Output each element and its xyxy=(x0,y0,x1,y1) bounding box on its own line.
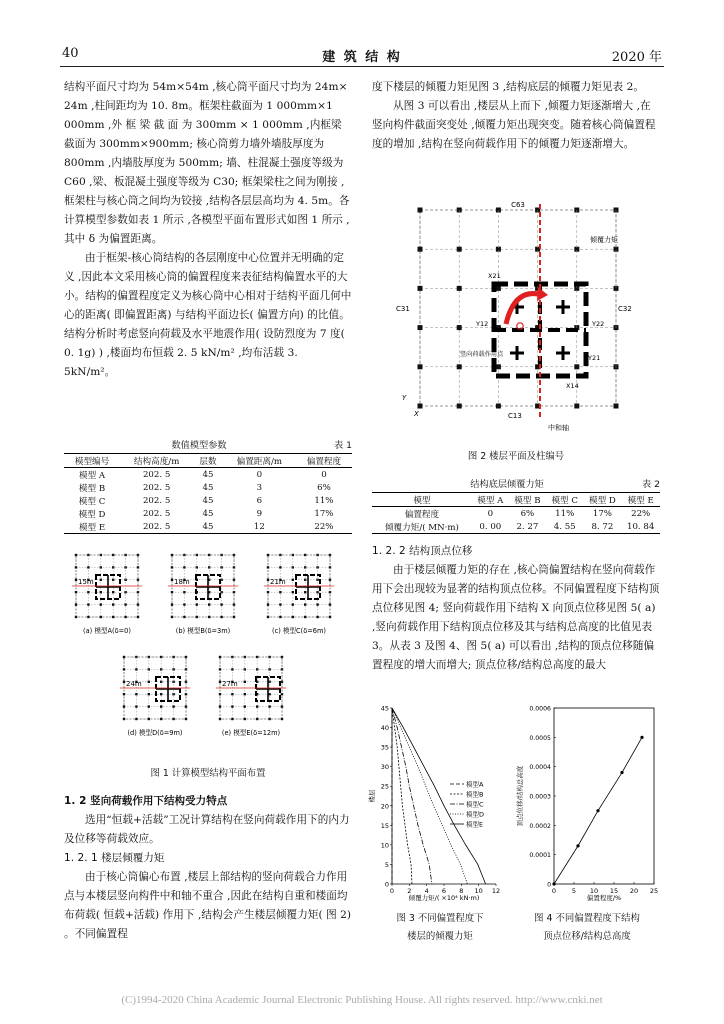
y-tick-label: 0.0005 xyxy=(529,734,551,742)
column-dot xyxy=(256,705,258,707)
table-row xyxy=(372,520,660,534)
y-tick-label: 40 xyxy=(380,724,389,733)
x-tick-label: 8 xyxy=(459,887,464,895)
column-dot xyxy=(75,616,77,618)
table-header: 模型 A xyxy=(477,495,504,506)
table-cell: 202. 5 xyxy=(142,508,171,519)
column-dot xyxy=(208,616,210,618)
table-header: 模型 xyxy=(413,495,431,506)
left-column-bottom xyxy=(64,792,352,944)
x-axis-title: 倾覆力矩/( ×10⁴ kN·m) xyxy=(408,894,480,902)
paragraph: 由于楼层倾覆力矩的存在 ,核心筒偏置结构在竖向荷载作用下会出现较为显著的结构顶点位移。不同偏置程度下结构顶点位移见图 4; 竖向荷载作用下结构 X 向顶点位移见图 5( a) ,竖向荷载作用下结构顶点位移及其与结构总高度的比值见表 3。从表 3 及图 4、图 5( a) 可以看出 ,结构的顶点位移随偏置程度的增大而增大; 顶点位移/结构总高度的最大 xyxy=(372,564,660,671)
column-dot xyxy=(100,591,102,593)
column-dot xyxy=(160,705,162,707)
table-row xyxy=(64,520,352,534)
y-tick-label: 30 xyxy=(380,763,389,772)
series-line xyxy=(392,708,412,884)
paragraph: 度下楼层的倾覆力矩见图 3 ,结构底层的倾覆力矩见表 2。 xyxy=(372,81,645,93)
column-dot xyxy=(279,616,281,618)
column-dot xyxy=(172,705,174,707)
table-cell: 0 xyxy=(256,469,263,480)
legend-label: 模型E xyxy=(466,820,484,829)
figure-1-plans xyxy=(64,547,352,757)
y-tick-label: 45 xyxy=(380,704,389,713)
annotation: 倾覆力矩 xyxy=(590,236,618,244)
column-dot xyxy=(123,693,125,695)
data-point xyxy=(576,844,579,847)
column-dot xyxy=(123,681,125,683)
column-label: C13 xyxy=(508,412,522,420)
column xyxy=(418,286,423,291)
journal-title: 建 筑 结 构 xyxy=(322,50,402,65)
table-cell: 9 xyxy=(256,508,263,519)
column-dot xyxy=(292,579,294,581)
table-1 xyxy=(64,437,352,534)
table-cell: 6 xyxy=(256,495,263,506)
journal-year: 2020 年 xyxy=(611,50,662,65)
column-dot xyxy=(304,616,306,618)
dimension-label: 27m xyxy=(222,680,238,688)
table-header: 模型 B xyxy=(514,495,541,506)
column xyxy=(418,208,423,213)
right-column-middle xyxy=(372,542,660,675)
column-dot xyxy=(219,718,221,720)
y-tick-label: 15 xyxy=(380,821,389,830)
column xyxy=(418,364,423,369)
y-axis-title: 楼层 xyxy=(368,789,376,803)
table-cell: 模型 A xyxy=(78,470,106,481)
column-dot xyxy=(219,668,221,670)
column-dot xyxy=(135,693,137,695)
annotation: 中和轴 xyxy=(548,424,569,432)
column-dot xyxy=(267,566,269,568)
paragraph: 结构平面尺寸均为 54m×54m ,核心筒平面尺寸均为 24m× 24m ,柱间距均为 10. 8m。框架柱截面为 1 000mm×1 000mm ,外 框 梁 截 面 为 300mm × 1 000mm ,内框梁截面为 300mm×900mm; 核心筒剪力墙外墙肢厚度为 800mm ,内墙肢厚度为 500mm; 墙、柱混凝土强度等级为 C60 ,梁、板混凝土强度等级为 C30; 框架梁柱之间为刚接 ,框架柱与核心筒之间均为铰接 ,结构各层层高均为 4. 5m。各计算模型参数如表 1 所示 ,各模型平面布置形式如图 1 所示 ,其中 δ 为偏置距离。 xyxy=(64,81,350,245)
caption-line: 图 3 不同偏置程度下 xyxy=(396,913,484,924)
table-2 xyxy=(372,476,660,534)
column-dot xyxy=(135,668,137,670)
column-dot xyxy=(123,656,125,658)
column-dot xyxy=(148,718,150,720)
table-header: 模型 D xyxy=(589,495,616,506)
data-point xyxy=(640,736,643,739)
column-label: C63 xyxy=(511,201,525,209)
legend-label: 模型D xyxy=(466,810,485,819)
dimension-label: 24m xyxy=(126,680,142,688)
table-cell: 202. 5 xyxy=(142,469,171,480)
column-dot xyxy=(220,616,222,618)
column-dot xyxy=(160,718,162,720)
column-dot xyxy=(208,603,210,605)
section-heading: 1. 2. 2 结构顶点位移 xyxy=(372,545,473,557)
column-dot xyxy=(75,566,77,568)
table-header: 模型编号 xyxy=(74,456,110,467)
column-dot xyxy=(244,681,246,683)
table-cell: 0 xyxy=(321,469,327,480)
axis-label: X xyxy=(414,410,419,418)
column-dot xyxy=(183,603,185,605)
y-tick-label: 5 xyxy=(384,860,389,869)
column-dot xyxy=(124,603,126,605)
plan-panel xyxy=(264,554,334,635)
series-line xyxy=(392,708,432,884)
figure-caption xyxy=(512,910,662,946)
panel-caption: (c) 模型C(δ=6m) xyxy=(272,627,326,635)
x-tick-label: 10 xyxy=(589,887,599,895)
table-1-grid xyxy=(64,453,352,534)
table-header: 偏置距离/m xyxy=(236,456,283,467)
paragraph: 由于框架-核心筒结构的各层刚度中心位置并无明确的定义 ,因此本文采用核心筒的偏置程度来表征结构偏置水平的大小。结构的偏置程度定义为核心筒中心相对于结构平面几何中心的距离( 即偏置距离) 与结构平面边长( 偏置方向) 的比值。结构分析时考虑竖向荷载及水平地震作用( 设防烈度为 7 度( 0. 1g) ) ,楼面均布恒载 2. 5 kN/m² ,均布活载 3. 5kN/m²。 xyxy=(64,252,352,378)
column-dot xyxy=(279,603,281,605)
column-dot xyxy=(183,591,185,593)
table-header: 模型 E xyxy=(627,495,654,506)
x-tick-label: 2 xyxy=(407,887,412,895)
column-label: C31 xyxy=(396,305,410,313)
table-header: 偏置程度 xyxy=(306,456,342,467)
table-cell: 2. 27 xyxy=(516,521,539,532)
page-number: 40 xyxy=(62,46,79,61)
column-dot xyxy=(279,566,281,568)
column xyxy=(496,286,501,291)
table-cell: 22% xyxy=(314,521,334,532)
y-tick-label: 0.0003 xyxy=(529,793,551,801)
table-cell: 17% xyxy=(592,508,612,519)
header-rule xyxy=(60,66,664,67)
paragraph: 从图 3 可以看出 ,楼层从上而下 ,倾覆力矩逐渐增大 ,在竖向构件截面突变处 ,倾覆力矩出现突变。随着核心筒偏置程度的增加 ,结构在竖向荷载作用下的倾覆力矩逐渐增大。 xyxy=(372,100,656,150)
data-point xyxy=(620,771,623,774)
column-dot xyxy=(267,591,269,593)
column-dot xyxy=(171,616,173,618)
column xyxy=(457,325,462,330)
column-dot xyxy=(171,554,173,556)
table-cell: 202. 5 xyxy=(142,521,171,532)
column xyxy=(418,247,423,252)
column-dot xyxy=(172,718,174,720)
column-dot xyxy=(87,616,89,618)
column-dot xyxy=(316,616,318,618)
column-dot xyxy=(219,693,221,695)
dimension-label: 18m xyxy=(174,578,190,586)
column-dot xyxy=(148,681,150,683)
column-dot xyxy=(87,566,89,568)
column-dot xyxy=(267,554,269,556)
table-title: 数值模型参数 xyxy=(171,440,227,451)
column-dot xyxy=(75,603,77,605)
table-cell: 8. 72 xyxy=(591,521,614,532)
series-line xyxy=(392,708,467,884)
y-tick-label: 35 xyxy=(380,743,389,752)
x-tick-label: 25 xyxy=(649,887,659,895)
column-dot xyxy=(135,705,137,707)
y-tick-label: 0.0004 xyxy=(529,764,551,772)
x-tick-label: 6 xyxy=(441,887,447,895)
column-dot xyxy=(112,603,114,605)
y-tick-label: 0 xyxy=(384,880,389,889)
column-dot xyxy=(185,718,187,720)
column-dot xyxy=(279,591,281,593)
y-axis-title: 顶点位移/结构总高度 xyxy=(516,765,524,827)
table-cell: 45 xyxy=(202,482,214,493)
figure-caption: 图 2 楼层平面及柱编号 xyxy=(467,451,565,462)
x-tick-label: 10 xyxy=(474,887,483,895)
table-cell: 45 xyxy=(202,508,214,519)
column-dot xyxy=(100,603,102,605)
column-dot xyxy=(244,693,246,695)
caption-line: 图 4 不同偏置程度下结构 xyxy=(534,913,640,924)
paragraph: 选用“恒载+活载”工况计算结构在竖向荷载作用下的内力及位移等荷载效应。 xyxy=(64,814,350,845)
caption-line: 顶点位移/结构总高度 xyxy=(543,931,631,942)
x-tick-label: 0 xyxy=(551,887,557,895)
y-tick-label: 20 xyxy=(380,802,389,811)
column-dot xyxy=(123,668,125,670)
figure-4 xyxy=(512,700,662,945)
column-dot xyxy=(171,603,173,605)
panel-caption: (d) 模型D(δ=9m) xyxy=(127,729,183,737)
column-label: Y12 xyxy=(476,320,489,328)
column-dot xyxy=(124,616,126,618)
figure-2-plan xyxy=(392,198,640,438)
panel-caption: (b) 模型B(δ=3m) xyxy=(175,627,231,635)
table-cell: 倾覆力矩/( MN·m) xyxy=(384,522,459,533)
column-dot xyxy=(123,718,125,720)
column xyxy=(574,364,579,369)
column-dot xyxy=(267,616,269,618)
plan-panel xyxy=(72,554,142,635)
column-dot xyxy=(219,656,221,658)
table-row xyxy=(372,507,660,521)
column-dot xyxy=(292,603,294,605)
column-dot xyxy=(231,668,233,670)
table-cell: 0. 00 xyxy=(479,521,502,532)
left-column-top xyxy=(64,78,352,382)
column-dot xyxy=(231,718,233,720)
table-cell: 12 xyxy=(253,521,265,532)
column-label: X14 xyxy=(566,382,579,390)
panel-caption: (a) 模型A(δ=0) xyxy=(83,627,131,635)
moment-arrow xyxy=(506,294,538,324)
table-cell: 45 xyxy=(202,495,214,506)
column xyxy=(457,364,462,369)
column-dot xyxy=(304,591,306,593)
column-dot xyxy=(137,616,139,618)
column-dot xyxy=(196,616,198,618)
y-tick-label: 0 xyxy=(547,881,551,889)
table-cell: 45 xyxy=(202,521,214,532)
dimension-label: 15m xyxy=(78,578,94,586)
column-dot xyxy=(100,579,102,581)
column-dot xyxy=(160,693,162,695)
table-label: 表 2 xyxy=(642,479,660,490)
column-label: X21 xyxy=(488,272,501,280)
y-tick-label: 10 xyxy=(380,841,389,850)
figure-4-chart xyxy=(512,700,662,900)
table-cell: 模型 B xyxy=(78,483,106,494)
column-dot xyxy=(112,616,114,618)
column-dot xyxy=(220,603,222,605)
table-2-grid xyxy=(372,492,660,534)
column-dot xyxy=(292,616,294,618)
column-label: C32 xyxy=(618,305,632,313)
table-cell: 202. 5 xyxy=(142,495,171,506)
column-dot xyxy=(100,616,102,618)
column-dot xyxy=(316,603,318,605)
plot-frame xyxy=(554,708,654,884)
table-cell: 6% xyxy=(317,482,331,493)
legend-label: 模型B xyxy=(466,790,484,799)
column-dot xyxy=(281,718,283,720)
data-point xyxy=(596,809,599,812)
y-tick-label: 0.0001 xyxy=(529,852,551,860)
table-cell: 45 xyxy=(202,469,214,480)
column-dot xyxy=(292,591,294,593)
table-cell: 11% xyxy=(314,495,334,506)
column-dot xyxy=(244,705,246,707)
column-dot xyxy=(231,693,233,695)
column-dot xyxy=(135,718,137,720)
figure-caption xyxy=(370,910,510,946)
column xyxy=(614,404,619,409)
column-dot xyxy=(219,705,221,707)
table-cell: 模型 E xyxy=(78,522,106,533)
figure-2 xyxy=(392,198,640,464)
table-row xyxy=(64,507,352,520)
right-column-top xyxy=(372,78,660,154)
column-dot xyxy=(196,603,198,605)
x-tick-label: 12 xyxy=(491,887,501,895)
column-dot xyxy=(171,566,173,568)
column-dot xyxy=(87,591,89,593)
column-dot xyxy=(268,705,270,707)
section-heading: 1. 2 竖向荷载作用下结构受力特点 xyxy=(64,795,228,807)
column-dot xyxy=(171,579,173,581)
table-cell: 6% xyxy=(520,508,535,519)
y-tick-label: 0.0006 xyxy=(529,705,551,713)
panel-caption: (e) 模型E(δ=12m) xyxy=(221,729,281,737)
column-label: Y22 xyxy=(592,320,605,328)
x-axis-title: 偏置程度/% xyxy=(586,894,622,902)
column xyxy=(457,286,462,291)
column-dot xyxy=(268,718,270,720)
column xyxy=(457,404,462,409)
plan-panel xyxy=(168,554,238,635)
column-dot xyxy=(87,603,89,605)
column xyxy=(574,404,579,409)
moment-arrowhead xyxy=(537,287,548,301)
footer-copyright: (C)1994-2020 China Academic Journal Electronic Publishing House. All rights reserved. http://www.cnki.net xyxy=(121,994,603,1006)
table-cell: 11% xyxy=(555,508,575,519)
y-tick-label: 25 xyxy=(380,782,389,791)
x-tick-label: 5 xyxy=(571,887,577,895)
legend-label: 模型C xyxy=(466,800,484,809)
column-dot xyxy=(267,603,269,605)
column xyxy=(496,364,501,369)
table-label: 表 1 xyxy=(334,440,352,451)
column-dot xyxy=(329,616,331,618)
table-row xyxy=(64,494,352,507)
table-title: 结构底层倾覆力矩 xyxy=(470,479,544,490)
x-tick-label: 4 xyxy=(424,887,429,895)
column-dot xyxy=(148,705,150,707)
table-cell: 17% xyxy=(314,508,334,519)
table-cell: 模型 C xyxy=(78,496,106,507)
column-dot xyxy=(233,616,235,618)
legend-label: 模型A xyxy=(466,780,484,789)
column-dot xyxy=(244,718,246,720)
column-dot xyxy=(171,591,173,593)
table-cell: 10. 84 xyxy=(627,521,655,532)
column-dot xyxy=(112,591,114,593)
data-point xyxy=(552,882,555,885)
dimension-label: 21m xyxy=(270,578,286,586)
column-label: Y21 xyxy=(588,354,601,362)
column xyxy=(496,404,501,409)
figure-3 xyxy=(370,700,510,945)
table-header: 结构高度/m xyxy=(133,456,180,467)
axis-label: Y xyxy=(402,394,407,402)
column xyxy=(418,404,423,409)
column-dot xyxy=(183,616,185,618)
table-header: 层数 xyxy=(199,456,217,467)
table-cell: 偏置程度 xyxy=(404,509,440,520)
column-dot xyxy=(75,579,77,581)
column-dot xyxy=(219,681,221,683)
table-cell: 4. 55 xyxy=(553,521,576,532)
column-dot xyxy=(231,705,233,707)
column-dot xyxy=(148,693,150,695)
column-dot xyxy=(75,554,77,556)
column-dot xyxy=(267,579,269,581)
column xyxy=(418,325,423,330)
plan-panel xyxy=(120,656,190,737)
x-tick-label: 15 xyxy=(609,887,619,895)
y-tick-label: 0.0002 xyxy=(529,822,551,830)
table-cell: 模型 D xyxy=(78,509,106,520)
column-dot xyxy=(183,566,185,568)
column-dot xyxy=(123,705,125,707)
figure-1 xyxy=(64,547,352,779)
table-cell: 3 xyxy=(256,482,263,493)
caption-line: 楼层的倾覆力矩 xyxy=(407,931,473,942)
column-dot xyxy=(256,718,258,720)
table-row xyxy=(64,481,352,494)
table-cell: 22% xyxy=(631,508,651,519)
paragraph: 由于核心筒偏心布置 ,楼层上部结构的竖向荷载合力作用点与本楼层竖向构件中和轴不重合 ,因此在结构自重和楼面均布荷载( 恒载+活载) 作用下 ,结构会产生楼层倾覆力矩( 图 2) 。不同偏置程 xyxy=(64,871,352,940)
table-cell: 0 xyxy=(487,508,494,519)
table-header: 模型 C xyxy=(551,495,578,506)
x-tick-label: 20 xyxy=(629,887,639,895)
column-dot xyxy=(75,591,77,593)
annotation: 竖向荷载作用点 xyxy=(460,351,504,358)
x-tick-label: 0 xyxy=(389,887,395,895)
table-cell: 202. 5 xyxy=(142,482,171,493)
table-row xyxy=(64,468,352,482)
figure-3-chart xyxy=(370,700,510,900)
section-heading: 1. 2. 1 楼层倾覆力矩 xyxy=(64,852,165,864)
column xyxy=(457,247,462,252)
column-dot xyxy=(304,603,306,605)
figure-caption: 图 1 计算模型结构平面布置 xyxy=(150,768,266,779)
plan-panel xyxy=(216,656,286,737)
